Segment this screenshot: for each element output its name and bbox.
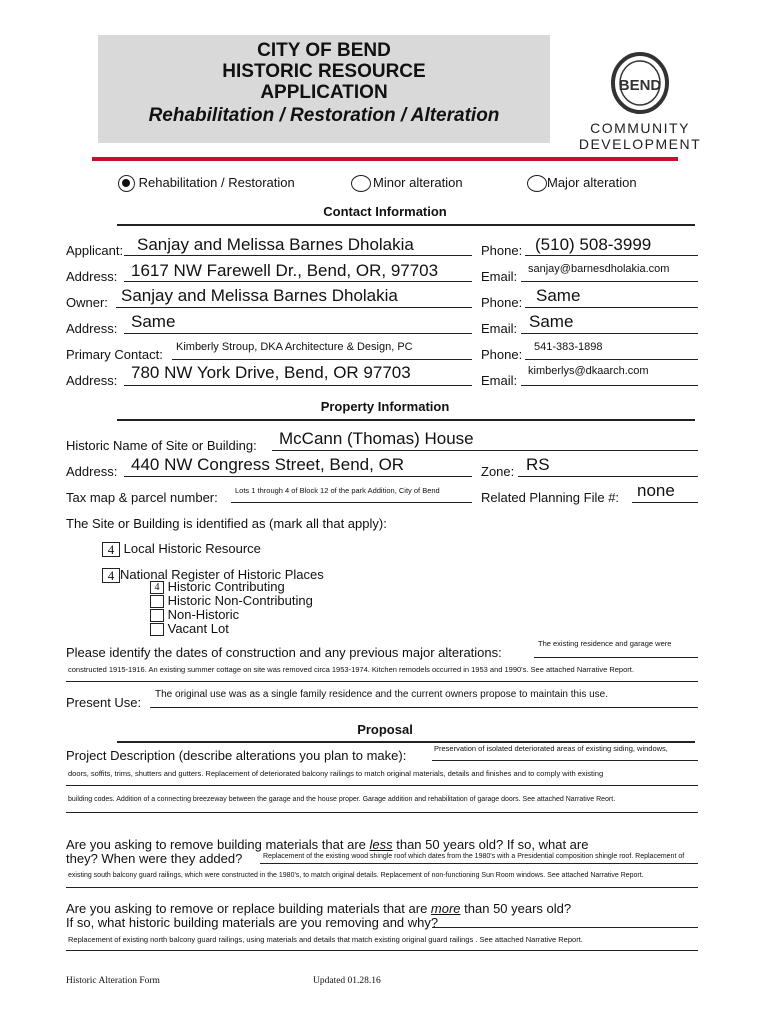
taxmap-field[interactable] xyxy=(231,502,472,503)
title-line-1: CITY OF BEND xyxy=(257,40,391,61)
q2-text-c: If so, what historic building materials are you removing and why? xyxy=(66,915,439,930)
title-line-3: APPLICATION xyxy=(260,82,388,103)
primary-address-field[interactable] xyxy=(124,385,472,386)
primary-address-value: 780 NW York Drive, Bend, OR 97703 xyxy=(131,363,411,382)
applicant-value: Sanjay and Melissa Barnes Dholakia xyxy=(137,235,414,254)
radio-empty-icon[interactable] xyxy=(527,175,547,192)
q1-answer-2: existing south balcony guard railings, which were constructed in the 1980's, to match original details. Replacement of non-functioning Sun Room windows. See attached Narrative Report. xyxy=(68,872,644,879)
dates-field-line-1[interactable] xyxy=(534,657,698,658)
title-block xyxy=(98,35,550,143)
owner-address-value: Same xyxy=(131,312,176,331)
q1-text-a: Are you asking to remove building materials that are xyxy=(66,837,370,852)
noncontributing-label: Historic Non-Contributing xyxy=(167,593,313,609)
property-address-value: 440 NW Congress Street, Bend, OR xyxy=(131,455,405,474)
q1-answer-line-1[interactable] xyxy=(260,863,698,864)
bend-seal-icon xyxy=(610,52,670,114)
applicant-address-label: Address: xyxy=(66,269,118,284)
dates-label: Please identify the dates of construction and any previous major alterations: xyxy=(66,645,502,660)
owner-phone-label: Phone: xyxy=(481,295,523,310)
sub-option-noncontributing[interactable] xyxy=(150,594,313,608)
dates-value-2: constructed 1915-1916. An existing summer cottage on site was removed circa 1953-1974. Kitchen remodels occurred in 1953 and 1990's. See attached Narrative Report. xyxy=(68,665,634,674)
taxmap-value: Lots 1 through 4 of Block 12 of the park Addition, City of Bend xyxy=(235,486,440,495)
contributing-checkbox[interactable]: 4 xyxy=(150,581,164,594)
primary-phone-value: 541-383-1898 xyxy=(534,341,603,353)
q2-answer: Replacement of existing north balcony guard railings, using materials and details that match existing original guard railings . See attached Narrative Report. xyxy=(68,935,583,944)
applicant-field[interactable] xyxy=(124,255,472,256)
sub-option-nonhistoric[interactable] xyxy=(150,608,313,622)
q2-text-b: than 50 years old? xyxy=(460,901,572,916)
owner-address-field[interactable] xyxy=(124,333,472,334)
primary-contact-field[interactable] xyxy=(172,359,472,360)
applicant-address-value: 1617 NW Farewell Dr., Bend, OR, 97703 xyxy=(131,261,439,280)
q1-text-c: they? When were they added? xyxy=(66,851,243,866)
vacant-label: Vacant Lot xyxy=(167,621,229,637)
radio-minor-label: Minor alteration xyxy=(373,175,463,190)
radio-rehabilitation[interactable] xyxy=(118,175,295,192)
footer-updated: Updated 01.28.16 xyxy=(313,976,381,986)
sub-option-contributing[interactable] xyxy=(150,580,313,594)
q1-answer-line-2[interactable] xyxy=(66,887,698,888)
owner-label: Owner: xyxy=(66,295,108,310)
applicant-email-label: Email: xyxy=(481,269,518,284)
title-line-2: HISTORIC RESOURCE xyxy=(222,61,426,82)
dates-field-line-2[interactable] xyxy=(66,681,698,682)
project-description-line-1[interactable] xyxy=(432,760,698,761)
q1-text-b: than 50 years old? If so, what are xyxy=(392,837,589,852)
section-rule xyxy=(117,419,695,421)
project-description-line-3[interactable] xyxy=(66,812,698,813)
q2-answer-line-1[interactable] xyxy=(432,927,698,928)
vacant-checkbox[interactable] xyxy=(150,623,164,636)
sub-option-vacant[interactable] xyxy=(150,622,313,636)
noncontributing-checkbox[interactable] xyxy=(150,595,164,608)
present-use-value: The original use was as a single family residence and the current owners propose to maintain this use. xyxy=(155,689,609,700)
planning-file-value: none xyxy=(637,481,675,500)
property-address-label: Address: xyxy=(66,464,118,479)
identified-label: The Site or Building is identified as (mark all that apply): xyxy=(66,516,387,531)
property-section-title: Property Information xyxy=(320,399,450,414)
owner-field[interactable] xyxy=(116,307,472,308)
historic-name-field[interactable] xyxy=(272,450,698,451)
applicant-email-field[interactable] xyxy=(521,281,698,282)
planning-file-field[interactable] xyxy=(632,502,698,503)
owner-email-value: Same xyxy=(529,312,574,331)
subtitle: Rehabilitation / Restoration / Alteration xyxy=(148,105,500,126)
property-address-field[interactable] xyxy=(124,476,472,477)
primary-address-label: Address: xyxy=(66,373,118,388)
primary-phone-label: Phone: xyxy=(481,347,523,362)
zone-label: Zone: xyxy=(481,464,515,479)
local-resource-row[interactable] xyxy=(102,541,261,557)
owner-phone-value: Same xyxy=(536,286,581,305)
q2-answer-line-2[interactable] xyxy=(66,950,698,951)
q1-answer-1: Replacement of the existing wood shingle roof which dates from the 1980's with a Presidential composition shingle roof. Replacement of xyxy=(263,853,685,860)
historic-name-value: McCann (Thomas) House xyxy=(279,429,474,448)
section-rule xyxy=(117,741,695,743)
present-use-field[interactable] xyxy=(150,707,698,708)
owner-phone-field[interactable] xyxy=(525,307,698,308)
national-sub-options xyxy=(150,580,313,636)
primary-phone-field[interactable] xyxy=(525,359,698,360)
radio-empty-icon[interactable] xyxy=(351,175,371,192)
q1-emphasis: less xyxy=(369,837,393,852)
q2-text-a: Are you asking to remove or replace building materials that are xyxy=(66,901,431,916)
primary-contact-label: Primary Contact: xyxy=(66,347,163,362)
zone-field[interactable] xyxy=(518,476,698,477)
national-register-label: National Register of Historic Places xyxy=(120,567,324,582)
nonhistoric-label: Non-Historic xyxy=(167,607,240,623)
q2-emphasis: more xyxy=(430,901,461,916)
primary-contact-value: Kimberly Stroup, DKA Architecture & Design, PC xyxy=(176,341,413,353)
bend-logo xyxy=(570,52,710,152)
applicant-label: Applicant: xyxy=(66,243,124,258)
proposal-section-title: Proposal xyxy=(357,722,413,737)
applicant-phone-label: Phone: xyxy=(481,243,523,258)
radio-major-label: Major alteration xyxy=(547,175,637,190)
radio-major-alteration[interactable] xyxy=(527,175,637,192)
present-use-label: Present Use: xyxy=(66,695,142,710)
more-than-50-question xyxy=(66,902,571,930)
applicant-address-field[interactable] xyxy=(124,281,472,282)
applicant-phone-value: (510) 508-3999 xyxy=(535,235,652,254)
national-register-checkbox[interactable]: 4 xyxy=(102,568,120,583)
header-divider xyxy=(92,157,678,161)
logo-line-2: DEVELOPMENT xyxy=(578,136,702,152)
project-description-value-2: doors, soffits, trims, shutters and gutters. Replacement of deteriorated balcony railings to match original materials, details and finishes and to comply with existing xyxy=(68,769,604,778)
contact-section-title: Contact Information xyxy=(323,204,447,219)
nonhistoric-checkbox[interactable] xyxy=(150,609,164,622)
primary-email-value: kimberlys@dkaarch.com xyxy=(528,365,649,377)
owner-value: Sanjay and Melissa Barnes Dholakia xyxy=(121,286,398,305)
radio-rehabilitation-label: Rehabilitation / Restoration xyxy=(138,175,295,190)
footer-form-name: Historic Alteration Form xyxy=(66,976,160,986)
radio-checked-icon[interactable] xyxy=(118,175,135,192)
project-description-value-3: building codes. Addition of a connecting breezeway between the garage and the house proper. Garage addition and rehabilitation of garage doors. See attached Narrative Reort. xyxy=(68,796,616,803)
applicant-phone-field[interactable] xyxy=(525,255,698,256)
owner-email-label: Email: xyxy=(481,321,518,336)
logo-text: BEND xyxy=(618,77,662,94)
zone-value: RS xyxy=(526,455,550,474)
section-rule xyxy=(117,224,695,226)
less-than-50-question xyxy=(66,838,588,866)
owner-address-label: Address: xyxy=(66,321,118,336)
project-description-label: Project Description (describe alterations you plan to make): xyxy=(66,748,407,763)
radio-minor-alteration[interactable] xyxy=(351,175,463,192)
owner-email-field[interactable] xyxy=(521,333,698,334)
project-description-value-1: Preservation of isolated deteriorated areas of existing siding, windows, xyxy=(434,744,668,753)
applicant-email-value: sanjay@barnesdholakia.com xyxy=(528,263,670,275)
planning-file-label: Related Planning File #: xyxy=(481,490,620,505)
primary-email-label: Email: xyxy=(481,373,518,388)
contributing-label: Historic Contributing xyxy=(167,579,285,594)
logo-line-1: COMMUNITY xyxy=(590,120,690,136)
taxmap-label: Tax map & parcel number: xyxy=(66,490,218,505)
project-description-line-2[interactable] xyxy=(66,785,698,786)
historic-name-label: Historic Name of Site or Building: xyxy=(66,438,257,453)
dates-value-1: The existing residence and garage were xyxy=(538,639,672,648)
local-resource-label: Local Historic Resource xyxy=(123,541,261,556)
primary-email-field[interactable] xyxy=(521,385,698,386)
local-resource-checkbox[interactable]: 4 xyxy=(102,542,120,557)
